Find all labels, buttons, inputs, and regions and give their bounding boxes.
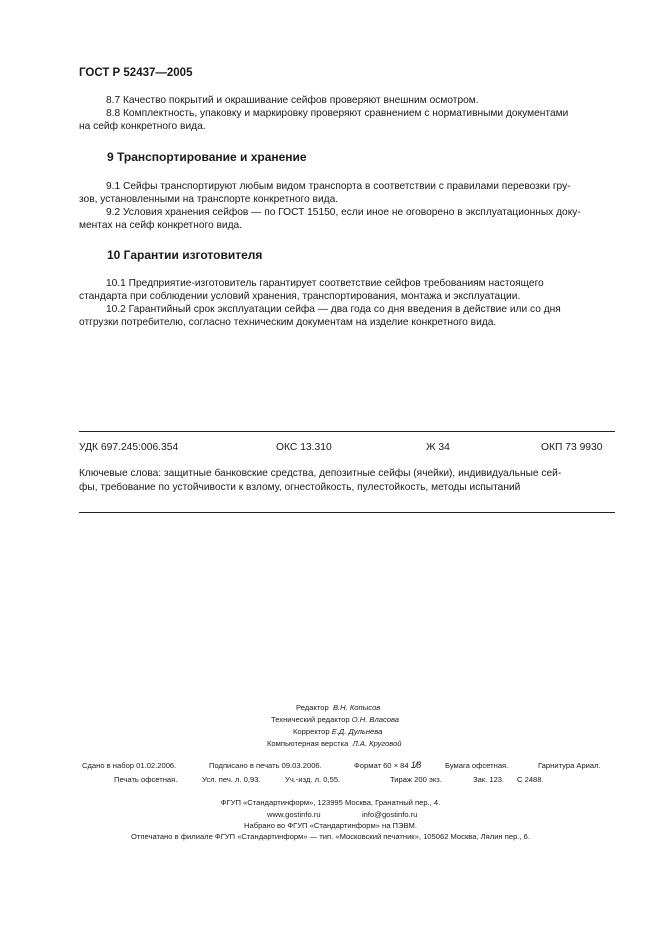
paragraph-9-1-line2: зов, установленными на транспорте конкретного вида. xyxy=(79,194,339,205)
paragraph-10-1-line2: стандарта при соблюдении условий хранения, транспортирования, монтажа и эксплуатации. xyxy=(79,291,521,302)
document-id: ГОСТ Р 52437—2005 xyxy=(79,67,193,79)
classification-bottom-rule xyxy=(79,512,615,513)
section-10-text xyxy=(79,277,615,329)
oks-code: ОКС 13.310 xyxy=(276,442,332,453)
print-info-submitted: Сдано в набор 01.02.2006. xyxy=(82,761,177,770)
paragraph-10-1-line1: 10.1 Предприятие-изготовитель гарантирует соответствие сейфов требованиям настоящего xyxy=(106,278,544,289)
paragraph-10-2-line2: отгрузки потребителю, согласно техническим документам на изделие конкретного вида. xyxy=(79,317,497,328)
paragraph-10-2-line1: 10.2 Гарантийный срок эксплуатации сейфа — два года со дня введения в действие или со дня xyxy=(106,304,561,315)
zh-code: Ж 34 xyxy=(426,442,450,453)
print-info-edsheets: Уч.-изд. л. 0,55. xyxy=(285,775,341,784)
credit-editor: Редактор В.Н. Копысов xyxy=(296,703,381,712)
publisher-printed: Отпечатано в филиале ФГУП «Стандартинформ» — тип. «Московский печатник», 105062 Москва, Лялин пер., 6. xyxy=(131,832,530,841)
publisher-email: info@gostinfo.ru xyxy=(362,810,418,819)
section-8-text xyxy=(79,94,615,133)
publisher-typeset: Набрано во ФГУП «Стандартинформ» на ПЭВМ. xyxy=(244,821,417,830)
print-info-printing: Печать офсетная. xyxy=(114,775,178,784)
paragraph-8-8-line2: на сейф конкретного вида. xyxy=(79,121,206,132)
okp-code: ОКП 73 9930 xyxy=(541,442,603,453)
section-9-heading: 9 Транспортирование и хранение xyxy=(107,150,307,164)
format-fraction: 1/8 xyxy=(410,760,421,770)
print-info-sheets: Усл. печ. л. 0,93. xyxy=(202,775,261,784)
section-9-text xyxy=(79,180,615,232)
section-10-heading: 10 Гарантии изготовителя xyxy=(107,248,263,262)
publisher-address: ФГУП «Стандартинформ», 123995 Москва, Гранатный пер., 4. xyxy=(220,798,441,807)
udk-code: УДК 697.245:006.354 xyxy=(79,442,179,453)
print-info-font: Гарнитура Ариал. xyxy=(538,761,601,770)
classification-top-rule xyxy=(79,431,615,432)
credit-tech-editor: Технический редактор О.Н. Власова xyxy=(271,715,400,724)
print-info-code: С 2488. xyxy=(517,775,544,784)
keywords-line1: Ключевые слова: защитные банковские средства, депозитные сейфы (ячейки), индивидуальные сей- xyxy=(79,468,562,479)
paragraph-9-2-line1: 9.2 Условия хранения сейфов — по ГОСТ 15150, если иное не оговорено в эксплуатационных доку- xyxy=(106,207,581,218)
keywords-line2: фы, требование по устойчивости к взлому, огнестойкость, пулестойкость, методы испытаний xyxy=(79,482,521,493)
paragraph-8-7: 8.7 Качество покрытий и окрашивание сейфов проверяют внешним осмотром. xyxy=(106,95,479,106)
print-info-order: Зак. 123. xyxy=(473,775,505,784)
paragraph-8-8-line1: 8.8 Комплектность, упаковку и маркировку проверяют сравнением с нормативными документами xyxy=(106,108,569,119)
keywords xyxy=(79,467,615,495)
print-info-signed: Подписано в печать 09.03.2006. xyxy=(209,761,322,770)
print-info-circulation: Тираж 200 экз. xyxy=(390,775,442,784)
credit-proofreader: Корректор Е.Д. Дульнева xyxy=(293,727,383,736)
credit-layout: Компьютерная верстка Л.А. Круговой xyxy=(267,739,402,748)
print-info-paper: Бумага офсетная. xyxy=(445,761,509,770)
publisher-web: www.gostinfo.ru xyxy=(267,810,321,819)
paragraph-9-2-line2: ментах на сейф конкретного вида. xyxy=(79,220,243,231)
print-info-format: Формат 60 × 84 1/8 xyxy=(354,760,421,770)
paragraph-9-1-line1: 9.1 Сейфы транспортируют любым видом транспорта в соответствии с правилами перевозки гру- xyxy=(106,181,571,192)
